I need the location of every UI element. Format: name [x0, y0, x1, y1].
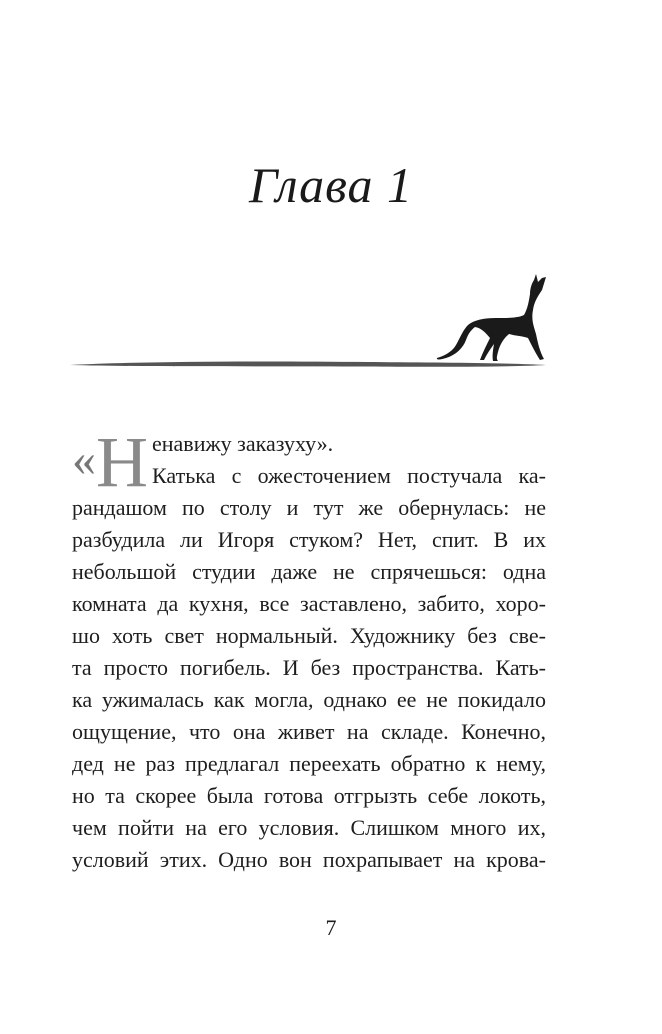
divider-line [70, 361, 546, 366]
text-line: рандашом по столу и тут же обернулась: не [72, 495, 546, 520]
chapter-title: Глава 1 [248, 157, 414, 213]
cat-divider-illustration [68, 272, 548, 378]
text-line: но та скорее была готова отгрызть себе локоть, [72, 783, 546, 808]
drop-cap-lines [152, 428, 546, 492]
text-line: шо хоть свет нормальный. Художнику без све- [72, 623, 546, 648]
opening-quote: « [72, 433, 96, 486]
text-line: ка ужималась как могла, однако ее не покидало [72, 687, 546, 712]
text-line: ощущение, что она живет на складе. Конечно, [72, 719, 546, 744]
page-number: 7 [325, 915, 337, 940]
text-line: дед не раз предлагал переехать обратно к нему, [72, 751, 546, 776]
text-line-1: енавижу заказуху». [152, 431, 334, 456]
text-line: разбудила ли Игоря стуком? Нет, спит. В их [72, 527, 546, 552]
text-line: условий этих. Одно вон похрапывает на крова- [72, 847, 546, 872]
drop-cap-group [72, 422, 148, 502]
cat-icon [437, 274, 546, 361]
text-line: небольшой студии даже не спрячешься: одна [72, 559, 546, 584]
text-line: чем пойти на его условия. Слишком много их, [72, 815, 546, 840]
chapter-body [72, 422, 546, 876]
text-line-2: Катька с ожесточением постучала ка- [152, 463, 546, 488]
drop-cap-letter: Н [96, 422, 148, 502]
text-line: комната да кухня, все заставлено, забито, хоро- [72, 591, 546, 616]
text-line: та просто погибель. И без пространства. Кать- [72, 655, 546, 680]
